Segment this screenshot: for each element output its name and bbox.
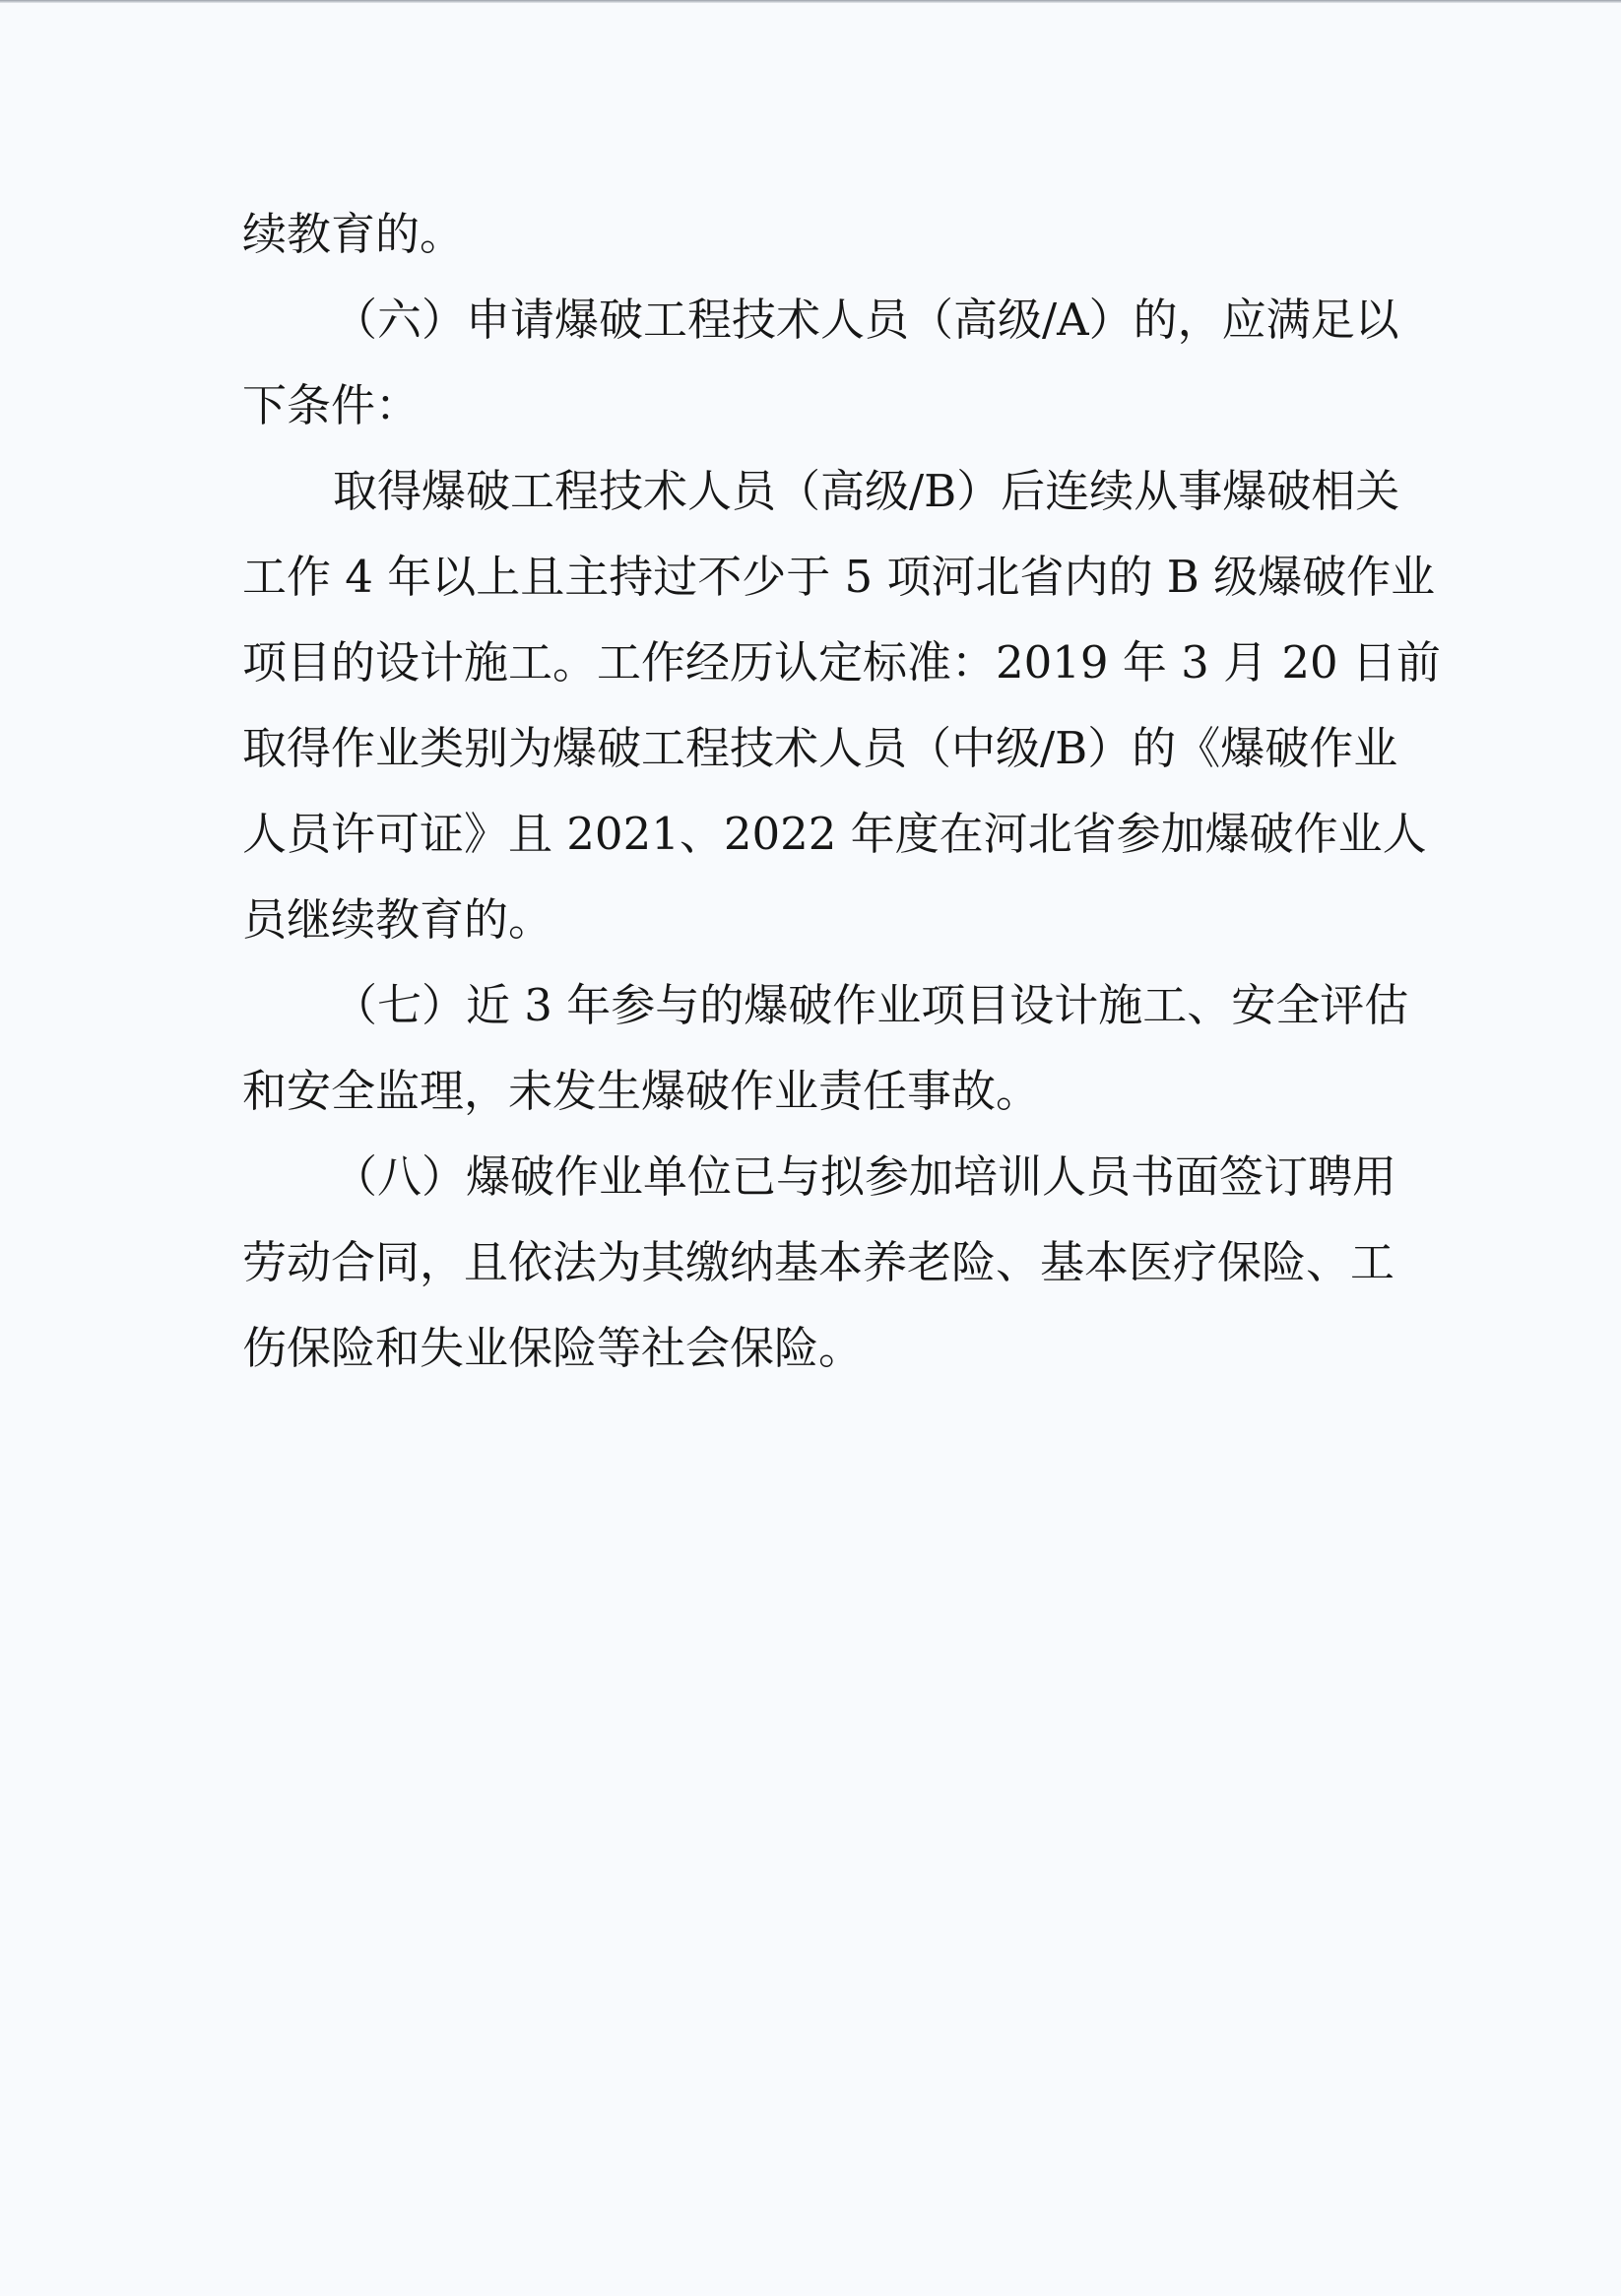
text-line: 劳动合同，且依法为其缴纳基本养老险、基本医疗保险、工 bbox=[242, 1236, 1395, 1288]
text-line: 和安全监理，未发生爆破作业责任事故。 bbox=[242, 1065, 1041, 1117]
text-line: （六）申请爆破工程技术人员（高级/A）的，应满足以 bbox=[333, 294, 1399, 346]
text-line: 取得爆破工程技术人员（高级/B）后连续从事爆破相关 bbox=[333, 465, 1400, 517]
paragraph-continuation bbox=[242, 205, 1369, 291]
paragraph-item-8 bbox=[242, 1148, 1397, 1405]
text-line: 员继续教育的。 bbox=[242, 893, 553, 946]
paragraph-item-6 bbox=[242, 291, 1399, 462]
page-top-edge bbox=[0, 0, 1621, 3]
text-line: （七）近 3 年参与的爆破作业项目设计施工、安全评估 bbox=[333, 979, 1409, 1031]
text-line: 工作 4 年以上且主持过不少于 5 项河北省内的 B 级爆破作业 bbox=[242, 551, 1436, 603]
paragraph-item-7 bbox=[242, 976, 1409, 1148]
text-line: 取得作业类别为爆破工程技术人员（中级/B）的《爆破作业 bbox=[242, 722, 1398, 774]
text-line: 下条件： bbox=[242, 379, 421, 431]
paragraph-item-6-condition bbox=[242, 462, 1441, 976]
text-line: 项目的设计施工。工作经历认定标准：2019 年 3 月 20 日前 bbox=[242, 636, 1441, 689]
text-line: 伤保险和失业保险等社会保险。 bbox=[242, 1322, 864, 1374]
document-body bbox=[242, 205, 1441, 1405]
text-line: （八）爆破作业单位已与拟参加培训人员书面签订聘用 bbox=[333, 1150, 1397, 1203]
text-line: 续教育的。 bbox=[242, 208, 465, 260]
text-line: 人员许可证》且 2021、2022 年度在河北省参加爆破作业人 bbox=[242, 808, 1427, 860]
